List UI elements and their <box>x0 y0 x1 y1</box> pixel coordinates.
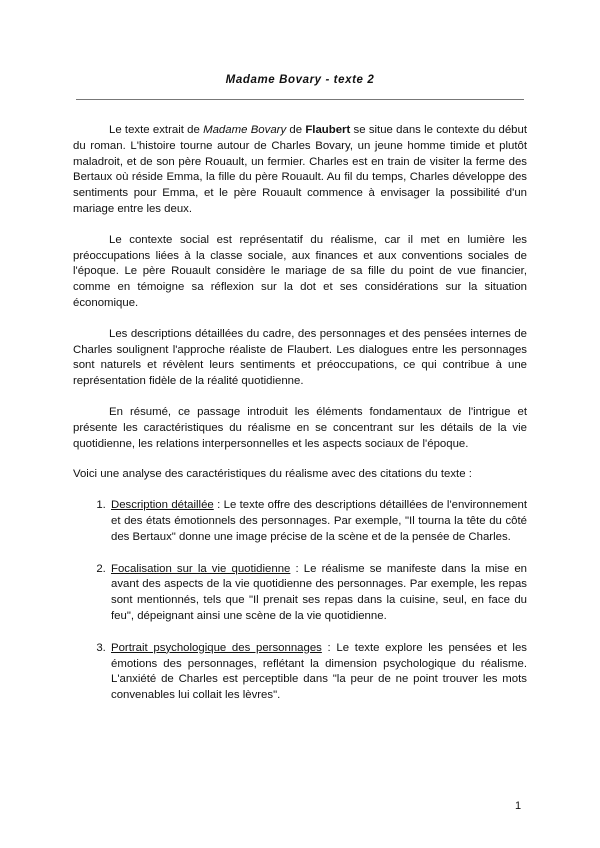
paragraph-descriptions: Les descriptions détaillées du cadre, des personnages et des pensées internes de Charles soulignent l'approche réaliste de Flaubert. Les dialogues entre les personnages sont naturels et révèlent leurs sentiments et préoccupations, ce qui contribue à une représentation fidèle de la réalité quotidienne. <box>73 327 527 388</box>
paragraph-analysis-intro: Voici une analyse des caractéristiques du réalisme avec des citations du texte : <box>73 468 472 481</box>
list-item: 1. Description détaillée : Le texte offre des descriptions détaillées de l'environnement et des états émotionnels des personnages. Par exemple, "Il tourna la tête du côté des Bertaux" donne une image précise de la scène et de la pensée de Charles. <box>109 498 527 545</box>
paragraph-social-context: Le contexte social est représentatif du réalisme, car il met en lumière les préoccupations liées à la classe sociale, aux finances et aux conventions sociales de l'époque. Le père Rouault considère le mariage de sa fille du point de vue financier, comme en témoigne sa réflexion sur la dot et ses considérations sur la situation économique. <box>73 233 527 309</box>
document-body <box>73 123 527 720</box>
list-item: 2. Focalisation sur la vie quotidienne : Le réalisme se manifeste dans la mise en avant des aspects de la vie quotidienne des personnages. Par exemple, les repas sont mentionnés, tels que "Il prenait ses repas dans la cuisine, seul, en face du feu", dépeignant ainsi une scène de la vie quotidienne. <box>109 562 527 625</box>
list-item: 3. Portrait psychologique des personnages : Le texte explore les pensées et les émotions des personnages, reflétant la dimension psychologique du réalisme. L'anxiété de Charles est perceptible dans "la peur de ne point trouver les mots convenables lui collait les lèvres". <box>109 641 527 704</box>
list-item-heading: Focalisation sur la vie quotidienne <box>111 562 291 575</box>
paragraph-context: Le texte extrait de Madame Bovary de Flaubert se situe dans le contexte du début du roman. L'histoire tourne autour de Charles Bovary, un jeune homme timide et plutôt maladroit, et de son père Rouault, un fermier. Charles est en train de visiter la ferme des Bertaux où réside Emma, la fille du père Rouault. Au fil du temps, Charles développe des sentiments pour Emma, et le père Rouault commence à envisager la possibilité d'un mariage entre les deux. <box>73 124 528 215</box>
page-number: 1 <box>515 800 522 812</box>
list-item-heading: Description détaillée <box>111 499 214 512</box>
title-divider <box>76 99 524 100</box>
realism-characteristics-list <box>73 498 527 704</box>
author-name: Flaubert <box>305 124 351 136</box>
document-title: Madame Bovary - texte 2 <box>225 74 375 86</box>
book-title: Madame Bovary <box>203 124 287 136</box>
paragraph-summary: En résumé, ce passage introduit les éléments fondamentaux de l'intrigue et présente les caractéristiques du réalisme en se concentrant sur les détails de la vie quotidienne, les relations interpersonnelles et les aspects sociaux de l'époque. <box>73 405 527 450</box>
list-item-heading: Portrait psychologique des personnages <box>111 641 322 654</box>
